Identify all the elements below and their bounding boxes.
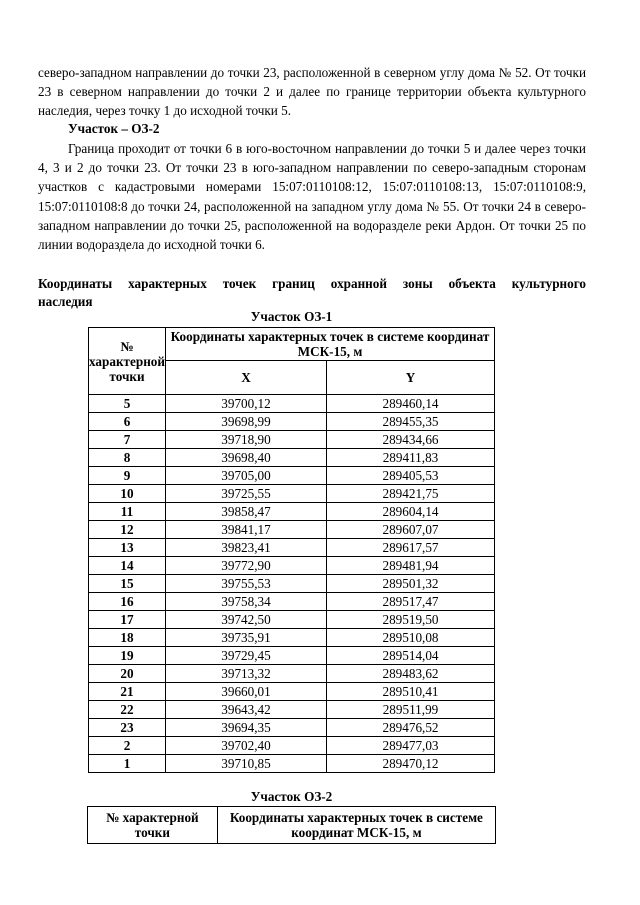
header-y: Y: [326, 361, 494, 395]
table-row: [89, 755, 495, 773]
point-number-cell: 12: [89, 521, 166, 539]
x-coordinate-cell: 39735,91: [165, 629, 326, 647]
x-coordinate-cell: 39841,17: [165, 521, 326, 539]
table-row: [89, 395, 495, 413]
x-coordinate-cell: 39823,41: [165, 539, 326, 557]
point-number-cell: 23: [89, 719, 166, 737]
point-number-cell: 2: [89, 737, 166, 755]
point-number-cell: 21: [89, 683, 166, 701]
x-coordinate-cell: 39772,90: [165, 557, 326, 575]
y-coordinate-cell: 289470,12: [326, 755, 494, 773]
x-coordinate-cell: 39705,00: [165, 467, 326, 485]
header-x: X: [165, 361, 326, 395]
point-number-cell: 22: [89, 701, 166, 719]
y-coordinate-cell: 289511,99: [326, 701, 494, 719]
point-number-cell: 13: [89, 539, 166, 557]
paragraph-oz2: Граница проходит от точки 6 в юго-восточном направлении до точки 5 и далее через точки 4, 3 и 2 до точки 23. От точки 23 в юго-западном направлении по северо-западным сторонам участков с кадастровыми номерами 15:07:0110108:12, 15:07:0110108:13, 15:07:0110108:9, 15:07:0110108:8 до точки 24, расположенной на западном углу дома № 55. От точки 24 в северо-западном направлении до точки 25, расположенной на водоразделе реки Ардон. От точки 25 по линии водораздела до исходной точки 6.: [38, 141, 586, 253]
y-coordinate-cell: 289477,03: [326, 737, 494, 755]
table-row: [89, 683, 495, 701]
table-row: [89, 647, 495, 665]
table-row: [89, 557, 495, 575]
x-coordinate-cell: 39698,99: [165, 413, 326, 431]
y-coordinate-cell: 289607,07: [326, 521, 494, 539]
table-row: [89, 737, 495, 755]
coordinates-section-title: Координаты характерных точек границ охранной зоны объекта культурного наследия: [38, 276, 586, 309]
table-row: [89, 719, 495, 737]
x-coordinate-cell: 39702,40: [165, 737, 326, 755]
section-heading-oz2: Участок – ОЗ-2: [68, 121, 160, 136]
header-coordinates-oz2: Координаты характерных точек в системе координат МСК-15, м: [217, 807, 495, 844]
point-number-cell: 15: [89, 575, 166, 593]
point-number-cell: 7: [89, 431, 166, 449]
point-number-cell: 9: [89, 467, 166, 485]
point-number-cell: 17: [89, 611, 166, 629]
coordinates-table-oz1: [88, 327, 495, 773]
table-row: [89, 593, 495, 611]
table-row: [89, 413, 495, 431]
table-row: [89, 575, 495, 593]
x-coordinate-cell: 39700,12: [165, 395, 326, 413]
header-coordinates: Координаты характерных точек в системе координат МСК-15, м: [165, 328, 494, 361]
table-row: [89, 629, 495, 647]
point-number-cell: 16: [89, 593, 166, 611]
x-coordinate-cell: 39694,35: [165, 719, 326, 737]
point-number-cell: 20: [89, 665, 166, 683]
point-number-cell: 8: [89, 449, 166, 467]
y-coordinate-cell: 289517,47: [326, 593, 494, 611]
x-coordinate-cell: 39758,34: [165, 593, 326, 611]
y-coordinate-cell: 289455,35: [326, 413, 494, 431]
table-oz2-caption: Участок ОЗ-2: [250, 789, 333, 804]
point-number-cell: 14: [89, 557, 166, 575]
coordinates-table-oz2: [87, 806, 496, 844]
table-row: [89, 431, 495, 449]
header-point-number: № характерной точки: [89, 328, 166, 395]
point-number-cell: 18: [89, 629, 166, 647]
table-row: [89, 539, 495, 557]
x-coordinate-cell: 39660,01: [165, 683, 326, 701]
point-number-cell: 6: [89, 413, 166, 431]
table-row: [89, 467, 495, 485]
x-coordinate-cell: 39725,55: [165, 485, 326, 503]
x-coordinate-cell: 39713,32: [165, 665, 326, 683]
y-coordinate-cell: 289510,41: [326, 683, 494, 701]
y-coordinate-cell: 289411,83: [326, 449, 494, 467]
y-coordinate-cell: 289476,52: [326, 719, 494, 737]
table-oz1-caption: Участок ОЗ-1: [250, 309, 333, 324]
point-number-cell: 5: [89, 395, 166, 413]
x-coordinate-cell: 39643,42: [165, 701, 326, 719]
table-row: [89, 665, 495, 683]
y-coordinate-cell: 289510,08: [326, 629, 494, 647]
table-row: [89, 701, 495, 719]
table-row: [89, 485, 495, 503]
y-coordinate-cell: 289405,53: [326, 467, 494, 485]
table-row: [89, 503, 495, 521]
y-coordinate-cell: 289617,57: [326, 539, 494, 557]
y-coordinate-cell: 289460,14: [326, 395, 494, 413]
x-coordinate-cell: 39718,90: [165, 431, 326, 449]
coordinates-table-oz1-body: [89, 395, 495, 773]
y-coordinate-cell: 289434,66: [326, 431, 494, 449]
y-coordinate-cell: 289519,50: [326, 611, 494, 629]
table-row: [89, 521, 495, 539]
header-point-number-oz2: № характерной точки: [88, 807, 218, 844]
y-coordinate-cell: 289481,94: [326, 557, 494, 575]
x-coordinate-cell: 39729,45: [165, 647, 326, 665]
intro-paragraph-continued: северо-западном направлении до точки 23, расположенной в северном углу дома № 52. От точки 23 в северном направлении до точки 2 и далее по границе территории объекта культурного наследия, через точку 1 до исходной точки 5.: [38, 65, 586, 119]
x-coordinate-cell: 39858,47: [165, 503, 326, 521]
y-coordinate-cell: 289514,04: [326, 647, 494, 665]
y-coordinate-cell: 289604,14: [326, 503, 494, 521]
x-coordinate-cell: 39710,85: [165, 755, 326, 773]
x-coordinate-cell: 39698,40: [165, 449, 326, 467]
y-coordinate-cell: 289483,62: [326, 665, 494, 683]
y-coordinate-cell: 289421,75: [326, 485, 494, 503]
point-number-cell: 19: [89, 647, 166, 665]
x-coordinate-cell: 39742,50: [165, 611, 326, 629]
y-coordinate-cell: 289501,32: [326, 575, 494, 593]
table-row: [89, 449, 495, 467]
table-row: [89, 611, 495, 629]
x-coordinate-cell: 39755,53: [165, 575, 326, 593]
point-number-cell: 1: [89, 755, 166, 773]
point-number-cell: 10: [89, 485, 166, 503]
point-number-cell: 11: [89, 503, 166, 521]
